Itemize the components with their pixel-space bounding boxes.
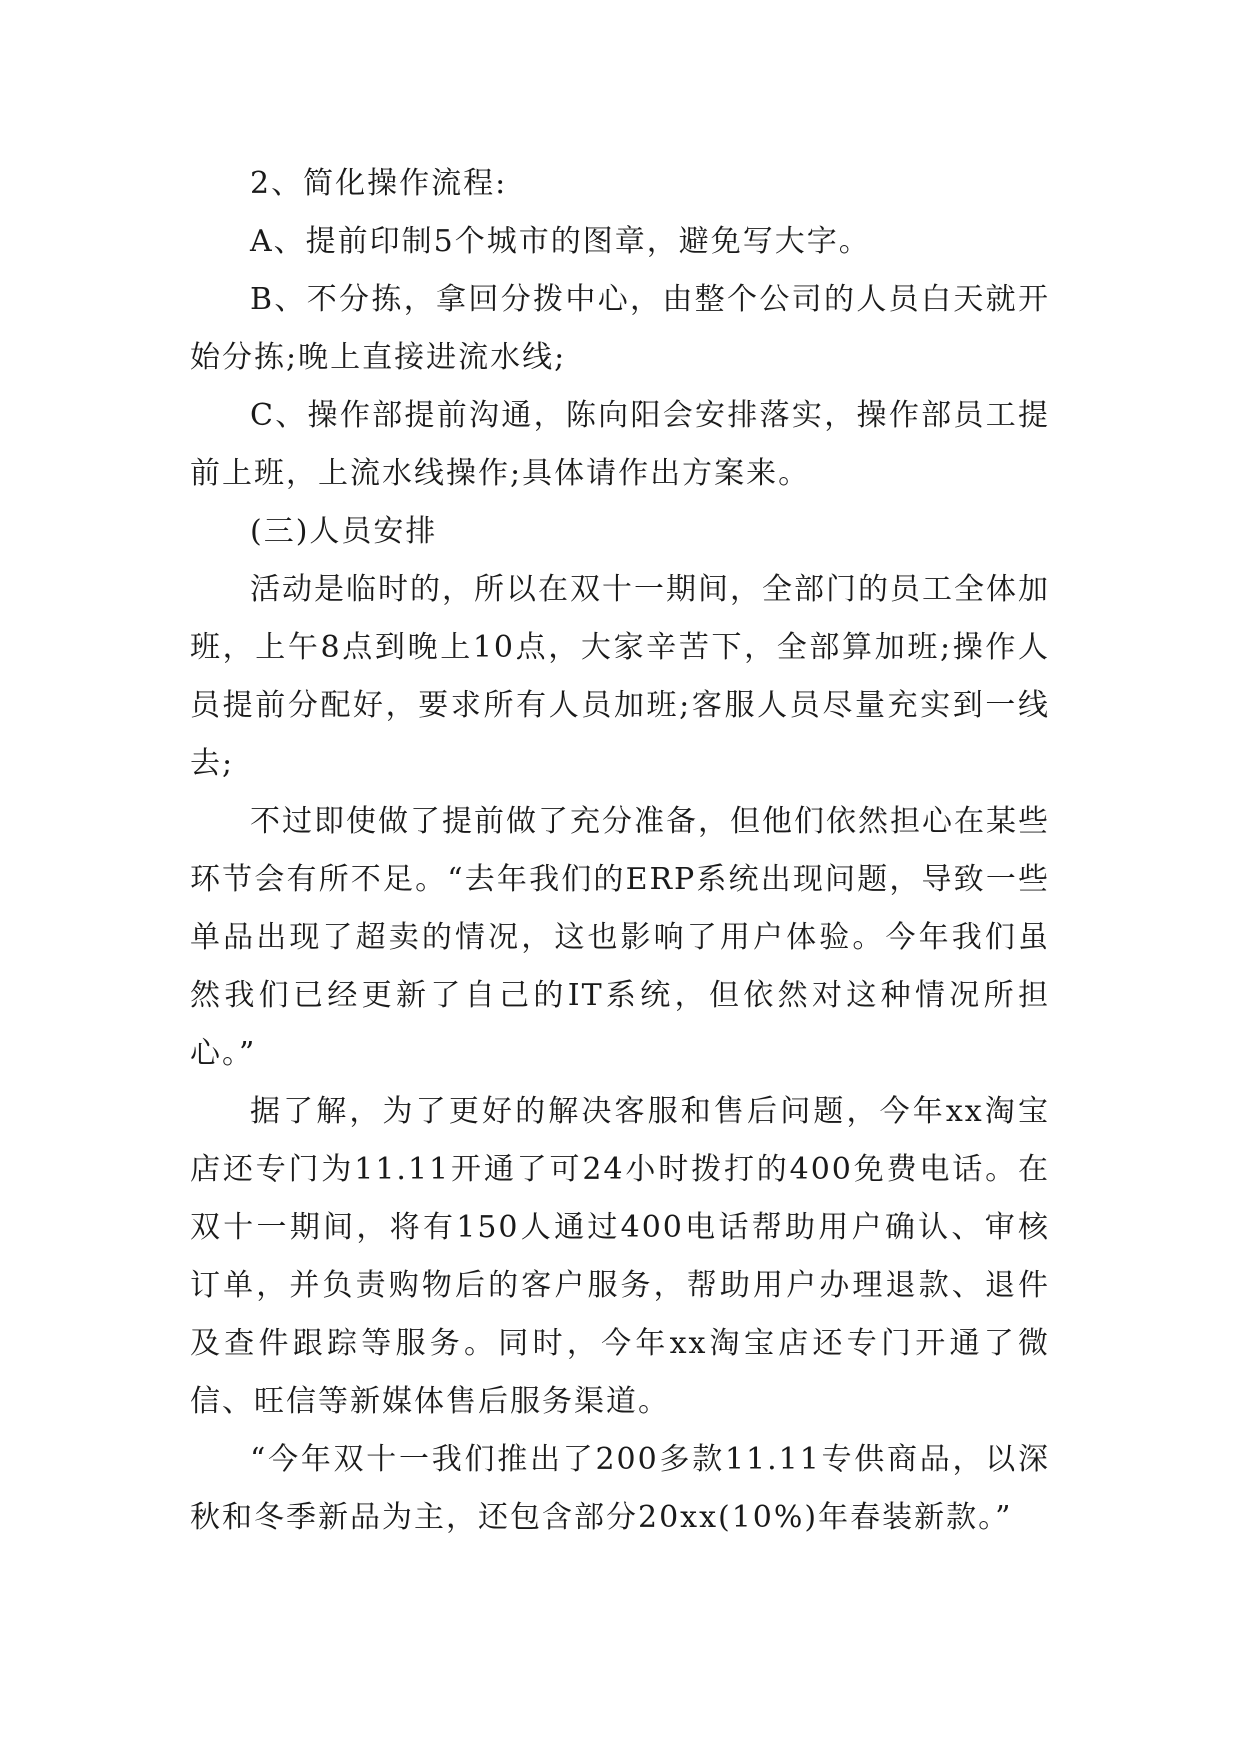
- paragraph: 不过即使做了提前做了充分准备，但他们依然担心在某些环节会有所不足。“去年我们的ERP系统出现问题，导致一些单品出现了超卖的情况，这也影响了用户体验。今年我们虽然我们已经更新了自己的IT系统，但依然对这种情况所担心。”: [190, 804, 1050, 1071]
- paragraph: A、提前印制5个城市的图章，避免写大字。: [250, 224, 871, 259]
- paragraph: C、操作部提前沟通，陈向阳会安排落实，操作部员工提前上班，上流水线操作;具体请作出方案来。: [190, 398, 1050, 491]
- section-heading: (三)人员安排: [250, 514, 438, 549]
- paragraph: 活动是临时的，所以在双十一期间，全部门的员工全体加班，上午8点到晚上10点，大家辛苦下，全部算加班;操作人员提前分配好，要求所有人员加班;客服人员尽量充实到一线去;: [190, 572, 1050, 781]
- paragraph: 2、简化操作流程:: [250, 166, 508, 201]
- paragraph: “今年双十一我们推出了200多款11.11专供商品，以深秋和冬季新品为主，还包含部分20xx(10%)年春装新款。”: [190, 1442, 1050, 1535]
- paragraph: 据了解，为了更好的解决客服和售后问题，今年xx淘宝店还专门为11.11开通了可24小时拨打的400免费电话。在双十一期间，将有150人通过400电话帮助用户确认、审核订单，并负责购物后的客户服务，帮助用户办理退款、退件及查件跟踪等服务。同时，今年xx淘宝店还专门开通了微信、旺信等新媒体售后服务渠道。: [190, 1094, 1050, 1419]
- document-body: [190, 155, 1050, 1547]
- paragraph: B、不分拣，拿回分拨中心，由整个公司的人员白天就开始分拣;晚上直接进流水线;: [190, 282, 1050, 375]
